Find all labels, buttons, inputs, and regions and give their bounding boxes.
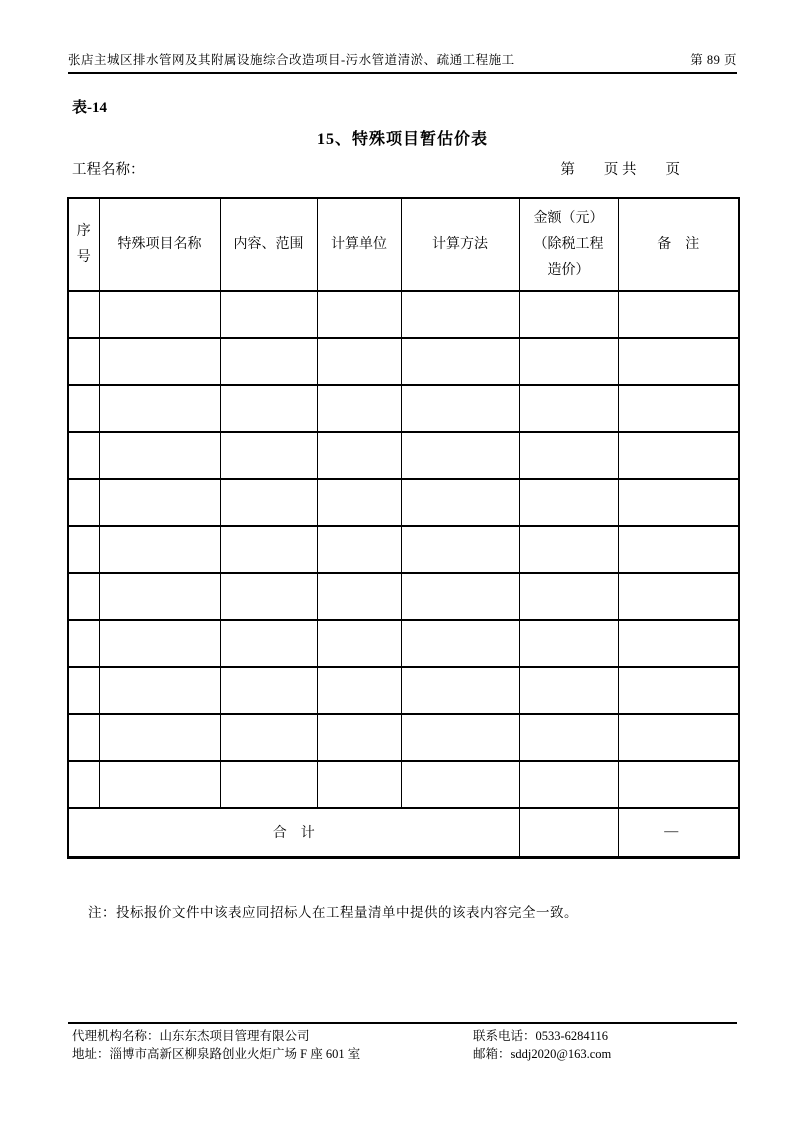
table-row [68, 385, 739, 432]
agency-address: 地址：淄博市高新区柳泉路创业火炬广场 F 座 601 室 [72, 1047, 361, 1061]
table-header-row [68, 198, 739, 291]
col-header-seq [68, 198, 99, 291]
note-text: 注：投标报价文件中该表应同招标人在工程量清单中提供的该表内容完全一致。 [88, 905, 578, 920]
empty-cell [618, 385, 739, 432]
table-row [68, 761, 739, 808]
table-row [68, 714, 739, 761]
empty-cell [317, 620, 401, 667]
col-header-amount [519, 198, 618, 291]
empty-cell [401, 338, 519, 385]
total-label: 合 计 [68, 808, 519, 857]
col-header-method: 计算方法 [401, 198, 519, 291]
page-footer-left [72, 1027, 360, 1063]
empty-cell [519, 291, 618, 338]
header-project-title: 张店主城区排水管网及其附属设施综合改造项目-污水管道清淤、疏通工程施工 [68, 53, 515, 67]
empty-cell [68, 761, 99, 808]
empty-cell [519, 667, 618, 714]
empty-cell [220, 432, 317, 479]
col-header-amount-line2: （除税工程 [533, 236, 604, 252]
table-row [68, 526, 739, 573]
empty-cell [401, 573, 519, 620]
empty-cell [519, 432, 618, 479]
table-total-section [68, 808, 739, 857]
empty-cell [220, 620, 317, 667]
empty-cell [618, 714, 739, 761]
empty-cell [401, 526, 519, 573]
form-title: 15、特殊项目暂估价表 [316, 131, 488, 148]
empty-cell [99, 338, 220, 385]
col-header-amount-line3: 造价） [547, 262, 590, 278]
agency-name: 代理机构名称：山东东杰项目管理有限公司 [72, 1029, 310, 1043]
empty-cell [220, 573, 317, 620]
empty-cell [519, 620, 618, 667]
empty-cell [401, 714, 519, 761]
table-row [68, 432, 739, 479]
empty-cell [618, 667, 739, 714]
empty-cell [618, 338, 739, 385]
empty-cell [618, 432, 739, 479]
table-row [68, 479, 739, 526]
total-remark: — [618, 808, 739, 857]
empty-cell [618, 573, 739, 620]
col-header-unit: 计算单位 [317, 198, 401, 291]
empty-cell [401, 761, 519, 808]
empty-cell [317, 385, 401, 432]
empty-cell [99, 761, 220, 808]
col-header-seq-line1: 序 [76, 223, 91, 239]
empty-cell [519, 338, 618, 385]
empty-cell [220, 761, 317, 808]
col-header-amount-line1: 金额（元） [533, 210, 604, 226]
empty-cell [519, 761, 618, 808]
empty-cell [220, 526, 317, 573]
col-header-name: 特殊项目名称 [99, 198, 220, 291]
page-info: 第 页 共 页 [560, 162, 680, 178]
empty-cell [68, 338, 99, 385]
empty-cell [401, 620, 519, 667]
estimate-table [67, 197, 740, 859]
empty-cell [317, 338, 401, 385]
total-amount-cell [519, 808, 618, 857]
empty-cell [317, 714, 401, 761]
empty-cell [68, 526, 99, 573]
total-row [68, 808, 739, 857]
empty-cell [220, 338, 317, 385]
empty-cell [618, 620, 739, 667]
contact-phone: 联系电话：0533-6284116 [473, 1029, 608, 1043]
col-header-remark: 备 注 [618, 198, 739, 291]
empty-cell [68, 667, 99, 714]
col-header-seq-line2: 号 [76, 249, 91, 265]
table-row [68, 573, 739, 620]
empty-cell [99, 479, 220, 526]
empty-cell [99, 385, 220, 432]
project-name-row [72, 158, 680, 179]
empty-cell [68, 385, 99, 432]
empty-cell [220, 479, 317, 526]
empty-cell [68, 479, 99, 526]
empty-cell [99, 714, 220, 761]
page-header [68, 50, 737, 74]
empty-cell [99, 432, 220, 479]
col-header-scope: 内容、范围 [220, 198, 317, 291]
empty-cell [317, 667, 401, 714]
empty-cell [220, 291, 317, 338]
empty-cell [618, 526, 739, 573]
empty-cell [220, 385, 317, 432]
footer-divider [68, 1022, 737, 1024]
empty-cell [99, 526, 220, 573]
empty-cell [220, 667, 317, 714]
empty-cell [317, 573, 401, 620]
empty-cell [519, 573, 618, 620]
empty-cell [317, 761, 401, 808]
empty-cell [317, 291, 401, 338]
empty-cell [618, 761, 739, 808]
empty-cell [618, 479, 739, 526]
empty-cell [220, 714, 317, 761]
empty-cell [99, 573, 220, 620]
table-code: 表-14 [72, 100, 107, 116]
empty-cell [519, 714, 618, 761]
table-body [68, 291, 739, 808]
empty-cell [68, 432, 99, 479]
empty-cell [401, 432, 519, 479]
table-row [68, 291, 739, 338]
empty-cell [68, 291, 99, 338]
contact-email: 邮箱：sddj2020@163.com [473, 1047, 612, 1061]
project-name-label: 工程名称： [72, 162, 145, 178]
empty-cell [519, 526, 618, 573]
empty-cell [99, 667, 220, 714]
empty-cell [99, 291, 220, 338]
empty-cell [618, 291, 739, 338]
empty-cell [68, 620, 99, 667]
empty-cell [401, 291, 519, 338]
empty-cell [317, 432, 401, 479]
empty-cell [68, 573, 99, 620]
empty-cell [401, 667, 519, 714]
empty-cell [68, 714, 99, 761]
table-row [68, 338, 739, 385]
header-page-number: 第 89 页 [690, 53, 737, 67]
empty-cell [317, 526, 401, 573]
page-footer-right [473, 1027, 611, 1063]
empty-cell [401, 479, 519, 526]
table-row [68, 667, 739, 714]
empty-cell [519, 479, 618, 526]
empty-cell [519, 385, 618, 432]
table-row [68, 620, 739, 667]
empty-cell [401, 385, 519, 432]
empty-cell [99, 620, 220, 667]
empty-cell [317, 479, 401, 526]
